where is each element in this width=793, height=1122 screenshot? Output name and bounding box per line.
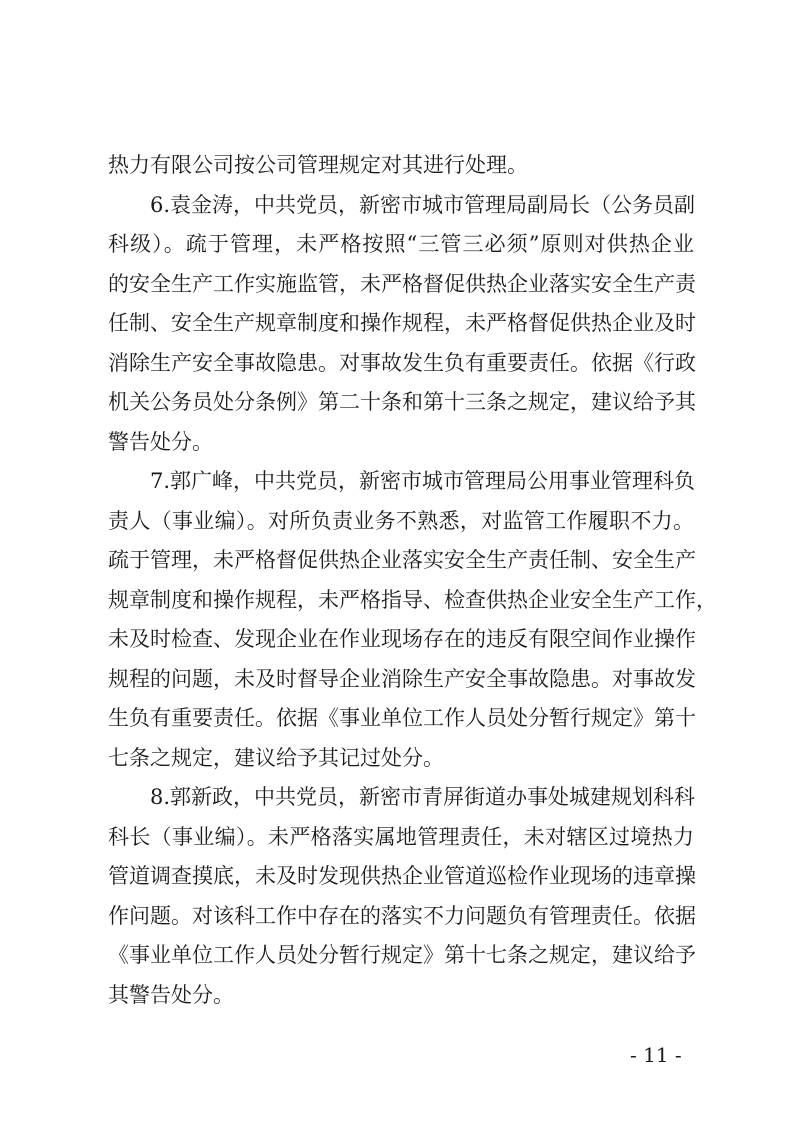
text-line: 热力有限公司按公司管理规定对其进行处理。 — [108, 153, 528, 177]
text-line: 生负有重要责任。依据《事业单位工作人员处分暂行规定》第十 — [108, 706, 696, 730]
text-line: 其警告处分。 — [108, 983, 234, 1007]
text-line: 疏于管理，未严格督促供热企业落实安全生产责任制、安全生产 — [108, 548, 696, 572]
text-line: 规章制度和操作规程，未严格指导、检查供热企业安全生产工作， — [108, 588, 717, 612]
text-line: 《事业单位工作人员处分暂行规定》第十七条之规定，建议给予 — [108, 943, 696, 967]
text-line: 任制、安全生产规章制度和操作规程，未严格督促供热企业及时 — [108, 311, 696, 335]
text-line: 管道调查摸底，未及时发现供热企业管道巡检作业现场的违章操 — [108, 864, 696, 888]
text-line: 消除生产安全事故隐患。对事故发生负有重要责任。依据《行政 — [108, 351, 696, 375]
paragraph-8-line: 8.郭新政，中共党员，新密市青屏街道办事处城建规划科科 — [150, 785, 696, 809]
text-line: 未及时检查、发现企业在作业现场存在的违反有限空间作业操作 — [108, 627, 696, 651]
text-line: 作问题。对该科工作中存在的落实不力问题负有管理责任。依据 — [108, 904, 696, 928]
page-number: - 11 - — [630, 1043, 682, 1067]
paragraph-7-line: 7.郭广峰，中共党员，新密市城市管理局公用事业管理科负 — [150, 469, 696, 493]
text-line: 责人（事业编）。对所负责业务不熟悉，对监管工作履职不力。 — [108, 509, 694, 533]
text-line: 七条之规定，建议给予其记过处分。 — [108, 746, 444, 770]
text-line: 警告处分。 — [108, 430, 213, 454]
text-line: 规程的问题，未及时督导企业消除生产安全事故隐患。对事故发 — [108, 667, 696, 691]
paragraph-6-line: 6.袁金涛，中共党员，新密市城市管理局副局长（公务员副 — [150, 193, 696, 217]
text-line: 科长（事业编）。未严格落实属地管理责任，未对辖区过境热力 — [108, 825, 694, 849]
text-line: 的安全生产工作实施监管，未严格督促供热企业落实安全生产责 — [108, 272, 696, 296]
text-line: 科级）。疏于管理，未严格按照“三管三必须”原则对供热企业 — [108, 232, 694, 256]
text-line: 机关公务员处分条例》第二十条和第十三条之规定，建议给予其 — [108, 390, 696, 414]
